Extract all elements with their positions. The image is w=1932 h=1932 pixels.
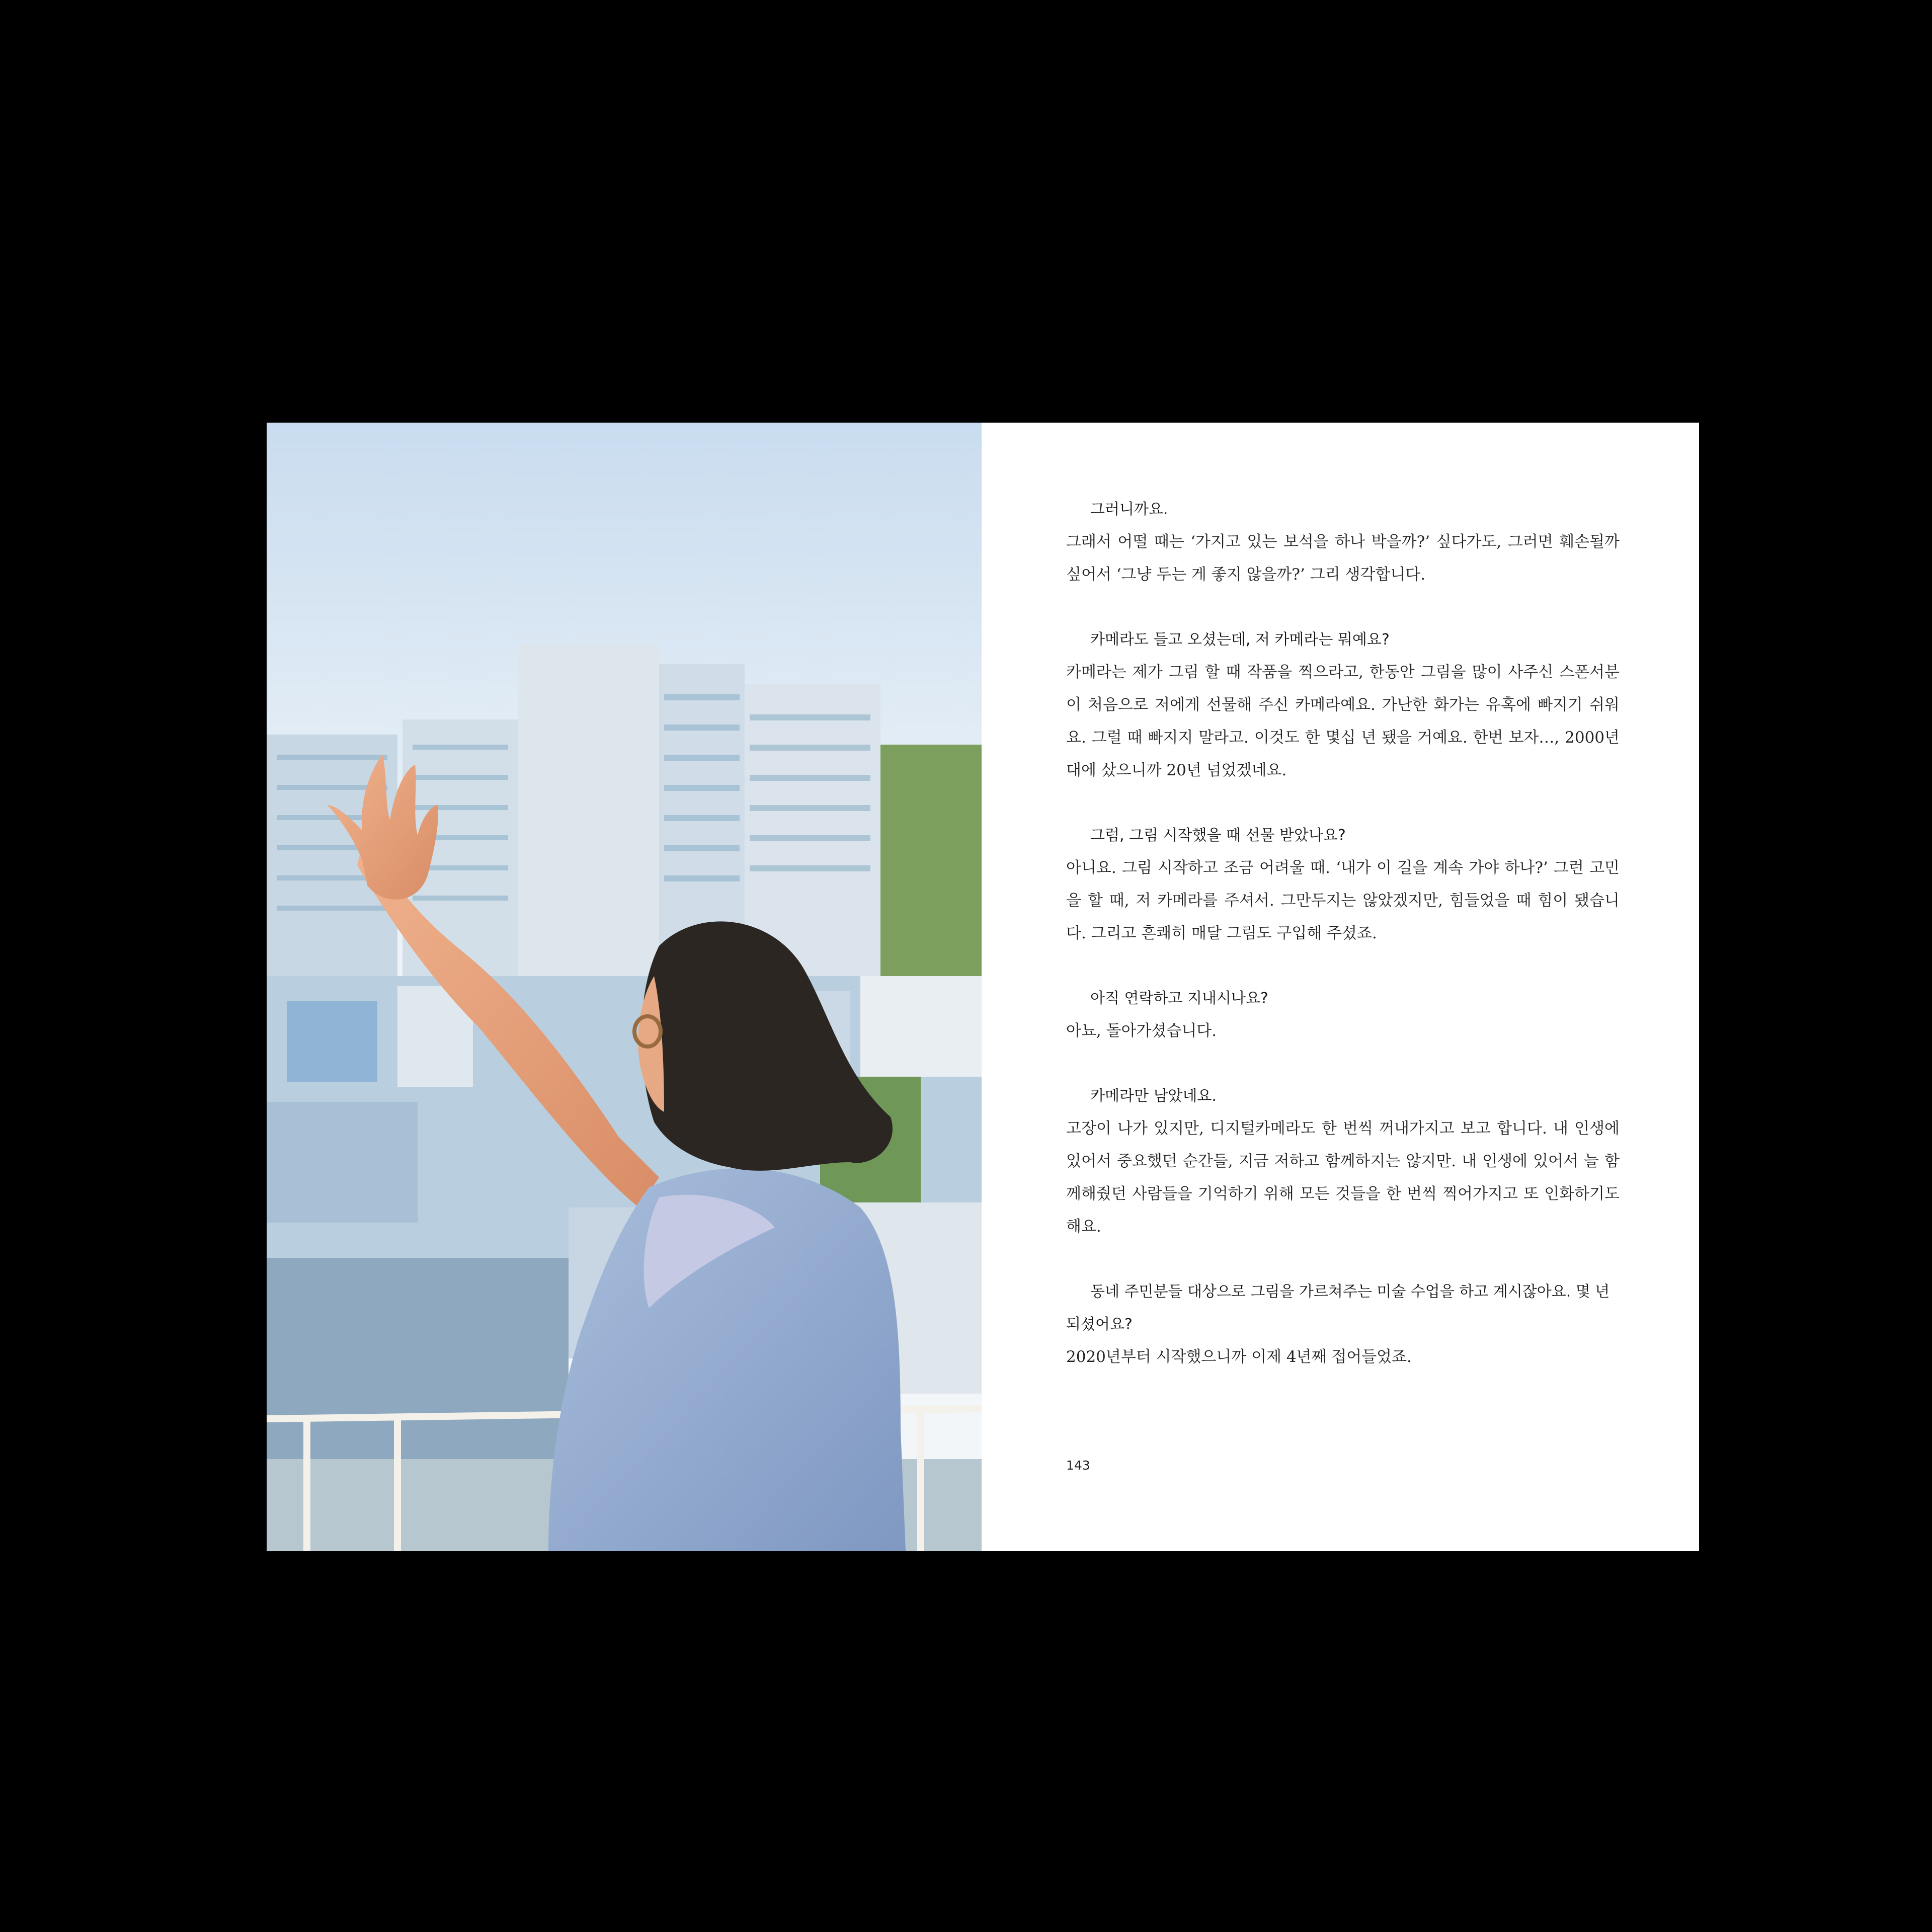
- book-spread: [267, 423, 1699, 1551]
- question: 그럼, 그림 시작했을 때 선물 받았나요?: [1090, 827, 1346, 844]
- qa-item: [1066, 982, 1620, 1048]
- question: 카메라도 들고 오셨는데, 저 카메라는 뭐예요?: [1090, 631, 1390, 649]
- answer: 고장이 나가 있지만, 디지털카메라도 한 번씩 꺼내가지고 보고 합니다. 내 인생에 있어서 중요했던 순간들, 지금 저하고 함께하지는 않지만. 내 인생에 있어서 늘 함께해줬던 사람들을 기억하기 위해 모든 것들을 한 번씩 찍어가지고 또 인화하기도 해요.: [1066, 1119, 1620, 1236]
- photo-woman-waving-at-apartments: [267, 423, 982, 1551]
- qa-item: [1066, 623, 1620, 787]
- answer: 아뇨, 돌아가셨습니다.: [1066, 1022, 1217, 1040]
- qa-item: [1066, 1275, 1620, 1374]
- text-page: [982, 423, 1699, 1551]
- answer: 카메라는 제가 그림 할 때 작품을 찍으라고, 한동안 그림을 많이 사주신 스폰서분이 처음으로 저에게 선물해 주신 카메라예요. 가난한 화가는 유혹에 빠지기 쉬워요. 그럴 때 빠지지 말라고. 이것도 한 몇십 년 됐을 거예요. 한번 보자…, 2000년대에 샀으니까 20년 넘었겠네요.: [1066, 663, 1620, 779]
- qa-item: [1066, 493, 1620, 591]
- page-number: 143: [1066, 1458, 1090, 1473]
- question: 그러니까요.: [1090, 501, 1168, 518]
- photo-page: [267, 423, 982, 1551]
- question: 동네 주민분들 대상으로 그림을 가르쳐주는 미술 수업을 하고 계시잖아요. 몇 년 되셨어요?: [1066, 1283, 1610, 1333]
- answer: 그래서 어떨 때는 ‘가지고 있는 보석을 하나 박을까?’ 싶다가도, 그러면 훼손될까 싶어서 ‘그냥 두는 게 좋지 않을까?’ 그리 생각합니다.: [1066, 533, 1620, 584]
- answer: 2020년부터 시작했으니까 이제 4년째 접어들었죠.: [1066, 1348, 1412, 1366]
- qa-item: [1066, 1080, 1620, 1243]
- question: 카메라만 남았네요.: [1090, 1087, 1217, 1105]
- answer: 아니요. 그림 시작하고 조금 어려울 때. ‘내가 이 길을 계속 가야 하나?’ 그런 고민을 할 때, 저 카메라를 주셔서. 그만두지는 않았겠지만, 힘들었을 때 힘이 됐습니다. 그리고 흔쾌히 매달 그림도 구입해 주셨죠.: [1066, 859, 1620, 942]
- qa-item: [1066, 819, 1620, 950]
- interview-text: [1066, 493, 1620, 1406]
- question: 아직 연락하고 지내시나요?: [1090, 990, 1268, 1007]
